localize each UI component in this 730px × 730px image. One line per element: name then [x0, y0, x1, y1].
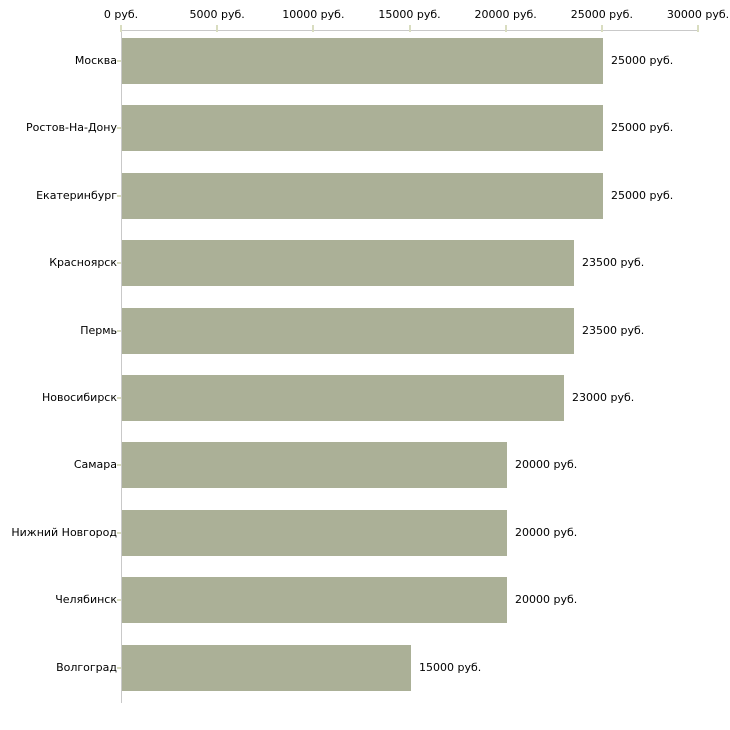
x-axis-tick-label: 0 руб. — [103, 8, 139, 21]
x-axis-tick-label: 25000 руб. — [570, 8, 633, 21]
x-axis-tick — [505, 25, 507, 32]
value-label: 20000 руб. — [515, 593, 578, 607]
bar — [122, 510, 507, 556]
x-axis-tick — [409, 25, 411, 32]
bar — [122, 105, 603, 151]
x-axis-tick-label: 10000 руб. — [282, 8, 345, 21]
bar — [122, 577, 507, 623]
x-axis-tick-label: 15000 руб. — [378, 8, 441, 21]
category-label: Новосибирск — [41, 391, 117, 404]
y-axis-tick — [117, 262, 121, 264]
category-label: Пермь — [80, 323, 117, 337]
value-label: 23000 руб. — [572, 391, 635, 404]
x-axis-tick-label: 20000 руб. — [474, 8, 537, 21]
y-axis-tick — [117, 599, 121, 601]
y-axis-tick — [117, 464, 121, 466]
bar — [122, 240, 574, 286]
y-axis-tick — [117, 127, 121, 129]
y-axis-tick — [117, 667, 121, 669]
value-label: 15000 руб. — [419, 660, 482, 674]
x-axis-tick — [216, 25, 218, 32]
y-axis-tick — [117, 397, 121, 399]
y-axis-tick — [117, 195, 121, 197]
value-label: 23500 руб. — [582, 256, 645, 270]
bar — [122, 173, 603, 219]
category-label: Самара — [73, 458, 117, 472]
category-label: Екатеринбург — [36, 188, 117, 202]
value-label: 25000 руб. — [611, 121, 674, 135]
bar — [122, 308, 574, 354]
x-axis-tick — [697, 25, 699, 32]
y-axis-tick — [117, 330, 121, 332]
category-label: Челябинск — [55, 593, 117, 607]
x-axis-tick — [120, 25, 122, 32]
value-label: 23500 руб. — [582, 323, 645, 337]
value-label: 20000 руб. — [515, 458, 578, 472]
value-label: 25000 руб. — [611, 54, 674, 67]
x-axis-tick-label: 30000 руб. — [666, 8, 730, 21]
value-label: 20000 руб. — [515, 525, 578, 539]
value-label: 25000 руб. — [611, 188, 674, 202]
bar — [122, 375, 564, 421]
category-label: Ростов-На-Дону — [25, 121, 117, 135]
category-label: Нижний Новгород — [11, 525, 117, 539]
category-label: Москва — [74, 54, 117, 67]
y-axis-tick — [117, 532, 121, 534]
x-axis-tick-label: 5000 руб. — [189, 8, 245, 21]
bar — [122, 38, 603, 84]
bar — [122, 442, 507, 488]
category-label: Красноярск — [49, 256, 117, 270]
x-axis-tick — [601, 25, 603, 32]
category-label: Волгоград — [56, 660, 117, 674]
bar — [122, 645, 411, 691]
x-axis-tick — [312, 25, 314, 32]
y-axis-tick — [117, 60, 121, 62]
